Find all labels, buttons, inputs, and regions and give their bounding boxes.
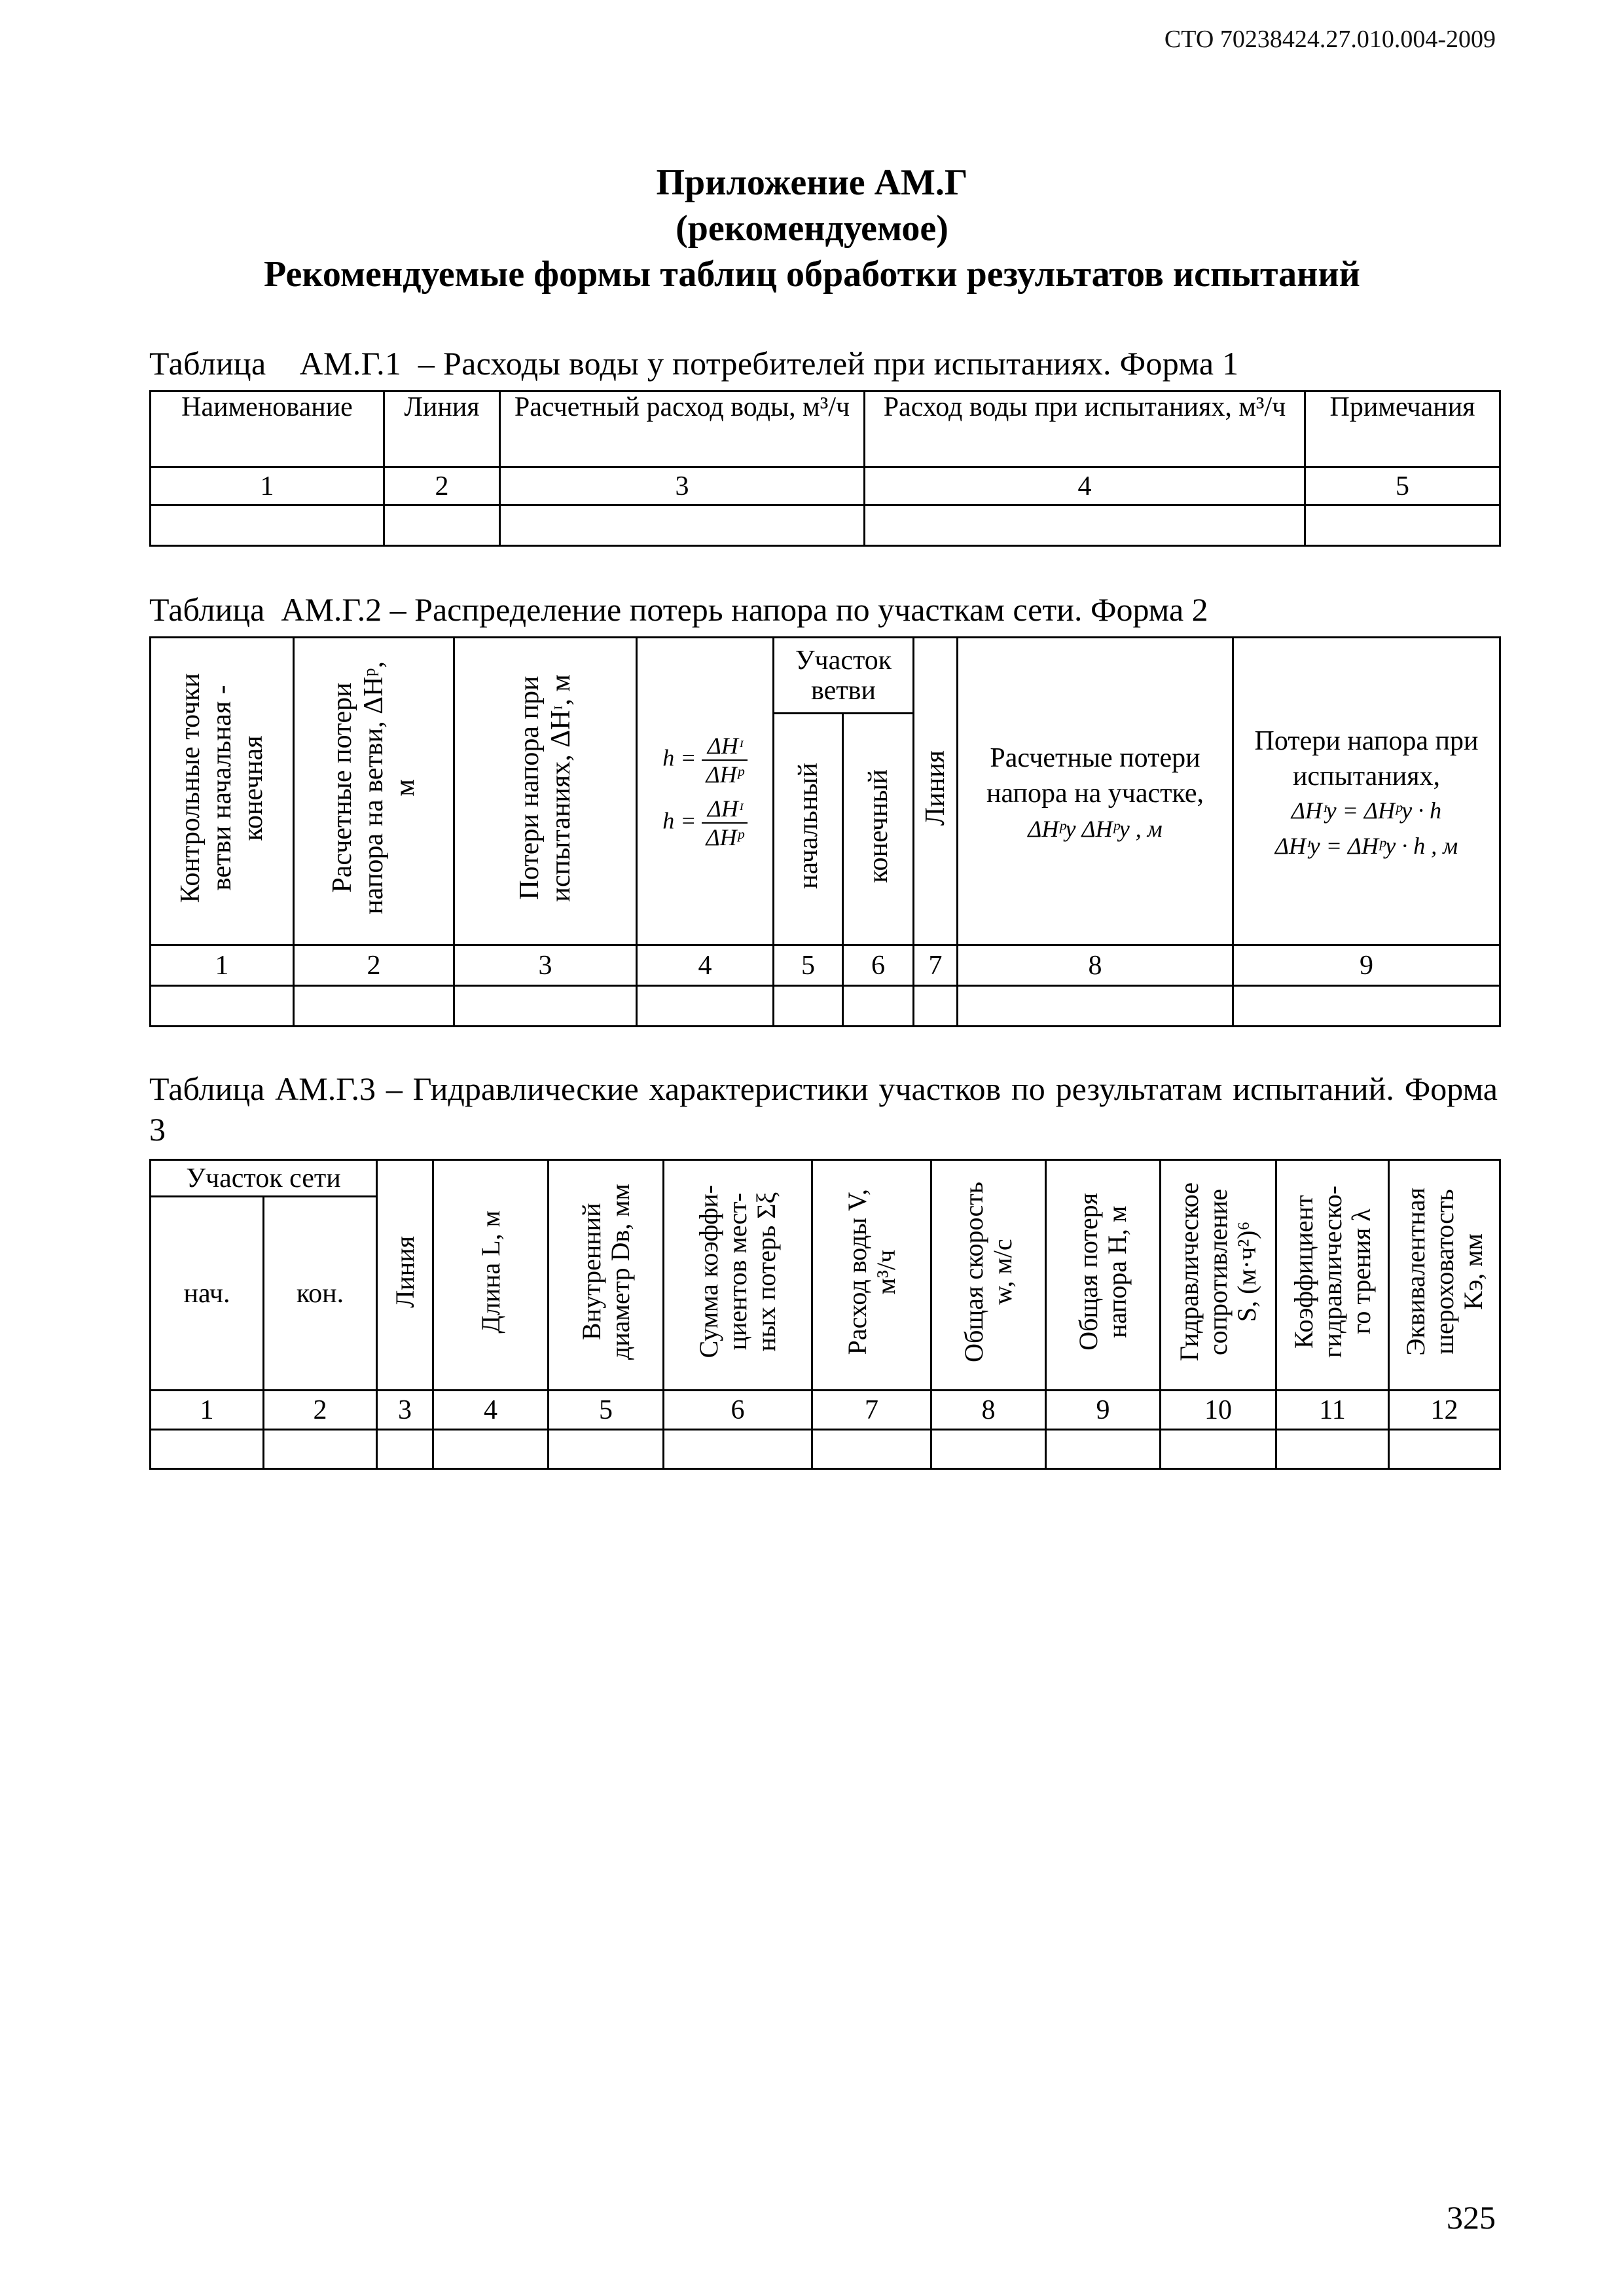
t1-num-2: 2: [384, 467, 500, 505]
t3-num-12: 12: [1389, 1391, 1500, 1430]
t1-header-name: Наименование: [151, 392, 384, 467]
t3-num-6: 6: [664, 1391, 812, 1430]
t3-header-diameter: Внутренний диаметр Dв, мм: [549, 1160, 664, 1391]
t3-header-end: кон.: [264, 1197, 377, 1391]
t1-num-3: 3: [500, 467, 865, 505]
t3-num-4: 4: [433, 1391, 549, 1430]
t2-header-start: начальный: [774, 714, 843, 945]
table2-caption: Таблица АМ.Г.2 – Распределение потерь напора по участкам сети. Форма 2: [149, 591, 1208, 628]
t3-header-head-loss: Общая потеря напора H, м: [1046, 1160, 1161, 1391]
t3-empty-cell: [664, 1430, 812, 1469]
t2-header-test-losses-section: Потери напора при испытаниях, ΔHᶦу = ΔHᵖу · h ΔHᶦу = ΔHᵖу · h , м: [1233, 638, 1500, 945]
t1-num-5: 5: [1305, 467, 1500, 505]
table1-caption: Таблица АМ.Г.1 – Расходы воды у потребителей при испытаниях. Форма 1: [149, 345, 1239, 382]
table2: [149, 636, 1501, 1027]
t3-empty-cell: [1046, 1430, 1161, 1469]
t1-empty-cell: [1305, 505, 1500, 546]
t2-empty-cell: [637, 986, 774, 1027]
t1-empty-cell: [151, 505, 384, 546]
table3: [149, 1159, 1501, 1470]
document-code: СТО 70238424.27.010.004-2009: [1164, 26, 1496, 53]
t2-empty-cell: [843, 986, 914, 1027]
table3-caption: Таблица АМ.Г.3 – Гидравлические характеристики участков по результатам испытаний. Форма 3: [149, 1070, 1498, 1148]
t3-empty-cell: [1389, 1430, 1500, 1469]
t3-header-resistance: Гидравлическое сопротивление S, (м·ч²)⁶: [1161, 1160, 1276, 1391]
t1-num-1: 1: [151, 467, 384, 505]
t2-header-calc-losses-section: Расчетные потери напора на участке, ΔHᵖу ΔHᵖу , м: [958, 638, 1233, 945]
t3-num-5: 5: [549, 1391, 664, 1430]
t3-header-roughness: Эквивалентная шероховатость Kэ, мм: [1389, 1160, 1500, 1391]
appendix-title: [0, 160, 1624, 297]
t2-empty-cell: [958, 986, 1233, 1027]
t3-header-coef-sum: Сумма коэффи- циентов мест- ных потерь Σξ: [664, 1160, 812, 1391]
t2-header-end: конечный: [843, 714, 914, 945]
t2-header-test-losses: Потери напора при испытаниях, ΔHᶦ, м: [454, 638, 637, 945]
t3-num-3: 3: [377, 1391, 433, 1430]
title-line-3: Рекомендуемые формы таблиц обработки результатов испытаний: [264, 254, 1360, 295]
t3-empty-cell: [931, 1430, 1046, 1469]
t3-empty-cell: [433, 1430, 549, 1469]
t1-header-test-flow: Расход воды при испытаниях, м³/ч: [865, 392, 1305, 467]
t3-empty-cell: [812, 1430, 931, 1469]
t2-num-6: 6: [843, 945, 914, 986]
t2-empty-cell: [1233, 986, 1500, 1027]
t1-header-notes: Примечания: [1305, 392, 1500, 467]
t3-num-10: 10: [1161, 1391, 1276, 1430]
t3-num-8: 8: [931, 1391, 1046, 1430]
t3-header-start: нач.: [151, 1197, 264, 1391]
t3-header-velocity: Общая скорость w, м/с: [931, 1160, 1046, 1391]
t2-empty-cell: [454, 986, 637, 1027]
t1-header-calc-flow: Расчетный расход воды, м³/ч: [500, 392, 865, 467]
t1-num-4: 4: [865, 467, 1305, 505]
t1-empty-cell: [865, 505, 1305, 546]
t3-empty-cell: [377, 1430, 433, 1469]
title-line-2: (рекомендуемое): [676, 208, 948, 249]
t1-header-line: Линия: [384, 392, 500, 467]
t3-empty-cell: [549, 1430, 664, 1469]
t3-header-flow: Расход воды V, м³/ч: [812, 1160, 931, 1391]
t3-num-7: 7: [812, 1391, 931, 1430]
t3-empty-cell: [1161, 1430, 1276, 1469]
t1-empty-cell: [500, 505, 865, 546]
t2-num-1: 1: [151, 945, 294, 986]
t3-num-11: 11: [1276, 1391, 1389, 1430]
t2-num-2: 2: [294, 945, 454, 986]
t2-num-3: 3: [454, 945, 637, 986]
t2-empty-cell: [774, 986, 843, 1027]
t3-empty-cell: [151, 1430, 264, 1469]
t3-header-line: Линия: [377, 1160, 433, 1391]
page-number: 325: [1447, 2199, 1496, 2236]
t2-header-control-points: Контрольные точки ветви начальная - конечная: [151, 638, 294, 945]
t2-num-9: 9: [1233, 945, 1500, 986]
t2-empty-cell: [151, 986, 294, 1027]
t2-empty-cell: [294, 986, 454, 1027]
t3-header-friction: Коэффициент гидравлическо- го трения λ: [1276, 1160, 1389, 1391]
t2-num-5: 5: [774, 945, 843, 986]
t2-num-8: 8: [958, 945, 1233, 986]
t3-empty-cell: [1276, 1430, 1389, 1469]
t1-empty-cell: [384, 505, 500, 546]
t3-num-9: 9: [1046, 1391, 1161, 1430]
t2-num-4: 4: [637, 945, 774, 986]
t3-num-2: 2: [264, 1391, 377, 1430]
t3-header-network-section: Участок сети: [151, 1160, 377, 1197]
t2-header-branch-section: Участок ветви: [774, 638, 914, 714]
t2-num-7: 7: [914, 945, 958, 986]
title-line-1: Приложение АМ.Г: [656, 162, 968, 203]
t3-empty-cell: [264, 1430, 377, 1469]
t3-header-length: Длина L, м: [433, 1160, 549, 1391]
table1: [149, 390, 1501, 547]
t2-header-line: Линия: [914, 638, 958, 945]
t2-header-h-formula: h = $\frac{\text{ΔHᶦ}}{\text{ΔHᵖ}}$ h = $\frac{\text{ΔHᶦ}}{\text{ΔHᵖ}}$: [637, 638, 774, 945]
t3-num-1: 1: [151, 1391, 264, 1430]
t2-empty-cell: [914, 986, 958, 1027]
t2-header-calc-losses-branch: Расчетные потери напора на ветви, ΔHᵖ, м: [294, 638, 454, 945]
